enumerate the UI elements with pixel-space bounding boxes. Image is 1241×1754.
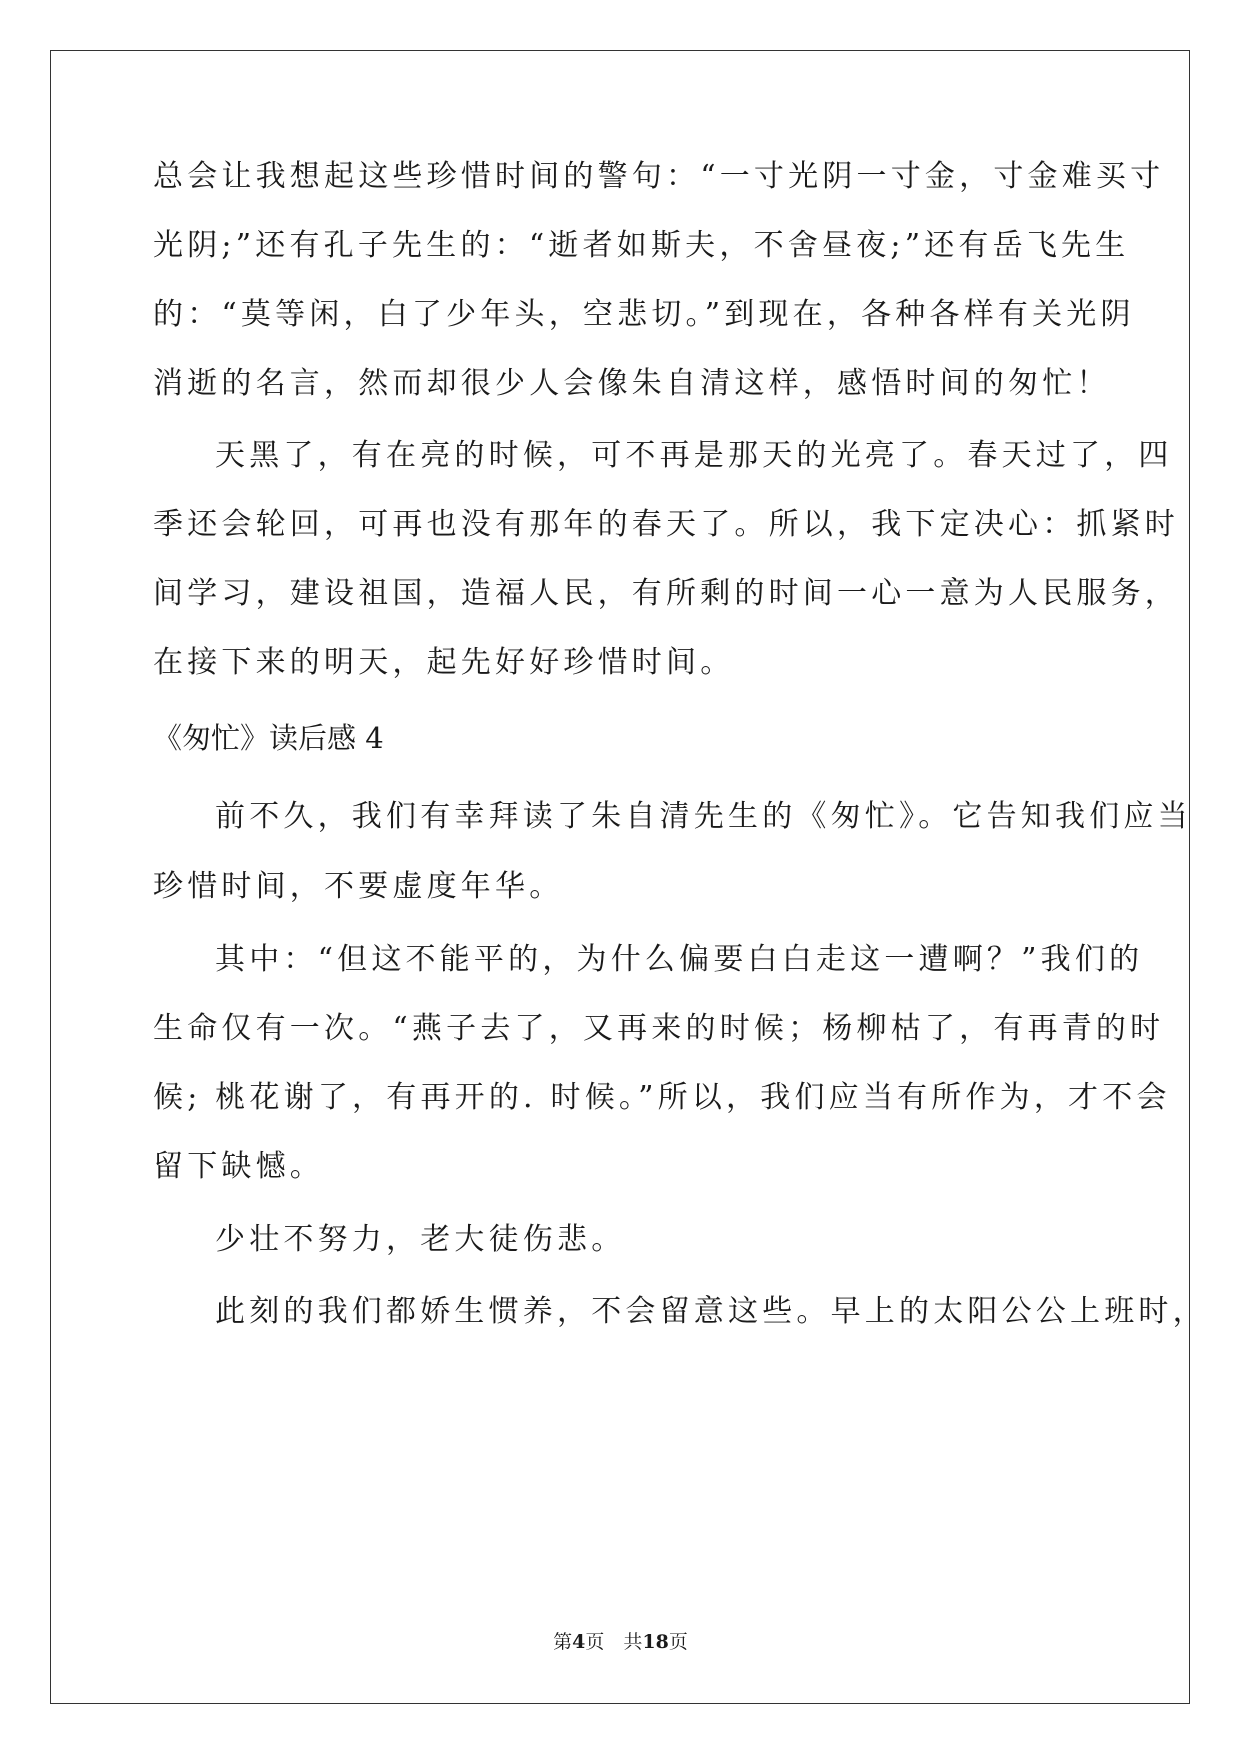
paragraph-line: 天黑了，有在亮的时候，可不再是那天的光亮了。春天过了，四 [215,438,1173,473]
paragraph-line: 总会让我想起这些珍惜时间的警句：“一寸光阴一寸金，寸金难买寸 [153,159,1165,194]
footer-suffix: 页 [668,1631,688,1653]
paragraph-line: 少壮不努力，老大徒伤悲。 [215,1222,626,1257]
footer-prefix: 第 [553,1631,573,1653]
page-footer [0,1630,1241,1654]
paragraph-line: 消逝的名言，然而却很少人会像朱自清这样，感悟时间的匆忙！ [153,366,1111,401]
paragraph-line: 季还会轮回，可再也没有那年的春天了。所以，我下定决心：抓紧时 [153,507,1179,542]
paragraph-line: 珍惜时间，不要虚度年华。 [153,869,564,904]
paragraph-line: 光阴;”还有孔子先生的：“逝者如斯夫，不舍昼夜;”还有岳飞先生 [153,228,1130,263]
current-page-number: 4 [572,1631,586,1653]
paragraph-line: 的：“莫等闲，白了少年头，空悲切。”到现在，各种各样有关光阴 [153,297,1135,332]
paragraph-line: 间学习，建设祖国，造福人民，有所剩的时间一心一意为人民服务， [153,576,1179,611]
paragraph-line: 此刻的我们都娇生惯养，不会留意这些。早上的太阳公公上班时， [215,1294,1207,1329]
paragraph-line: 前不久，我们有幸拜读了朱自清先生的《匆忙》。它告知我们应当 [215,799,1192,834]
paragraph-line: 其中：“但这不能平的，为什么偏要白白走这一遭啊？”我们的 [215,942,1144,977]
section-heading: 《匆忙》读后感 4 [153,721,384,755]
paragraph-line: 在接下来的明天，起先好好珍惜时间。 [153,645,735,680]
paragraph-line: 生命仅有一次。“燕子去了，又再来的时候；杨柳枯了，有再青的时 [153,1011,1165,1046]
footer-mid: 页 共 [585,1631,643,1653]
paragraph-line: 候; 桃花谢了，有再开的. 时候。”所以，我们应当有所作为，才不会 [153,1080,1171,1115]
paragraph-line: 留下缺憾。 [153,1149,324,1184]
total-page-number: 18 [642,1631,669,1653]
